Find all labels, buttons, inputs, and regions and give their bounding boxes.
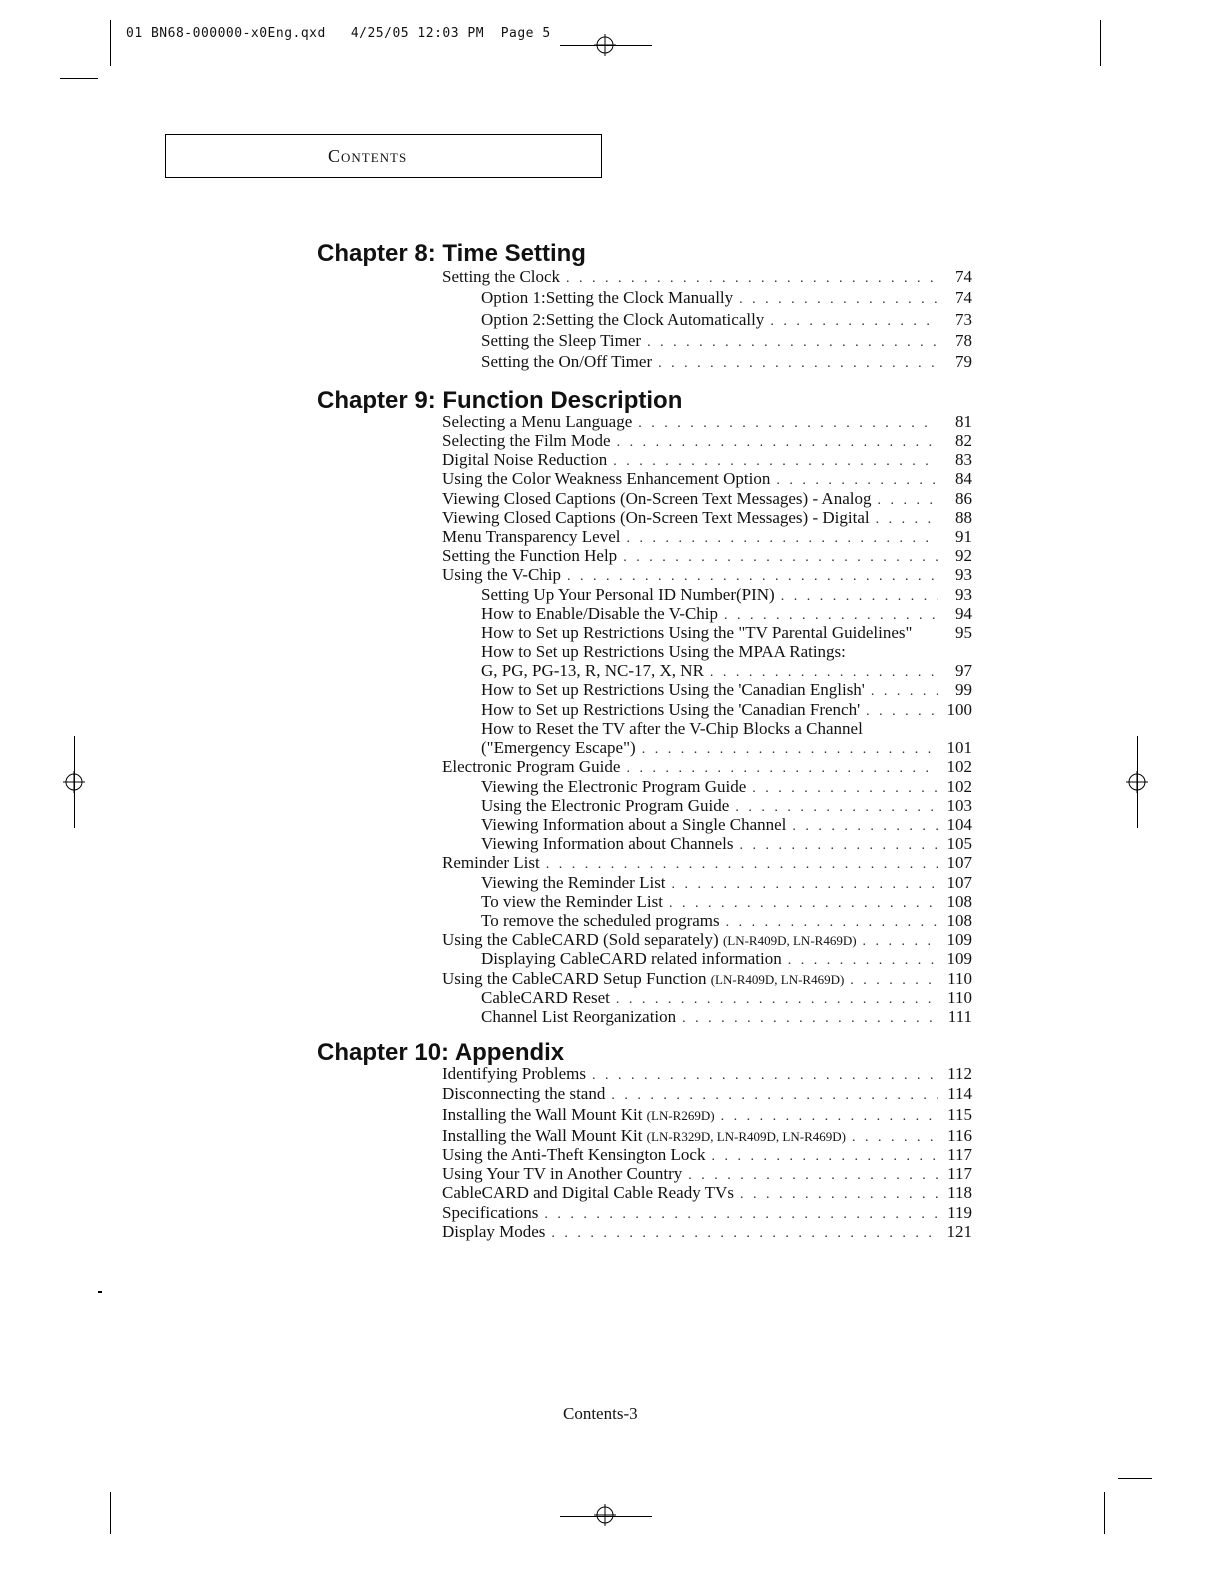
toc-entry[interactable]: Menu Transparency Level . . . 91 — [442, 527, 972, 547]
toc-entry[interactable]: Digital Noise Reduction . . . 83 — [442, 450, 972, 470]
toc-entry[interactable]: Display Modes . . . 121 — [442, 1222, 972, 1242]
registration-target-icon — [594, 34, 616, 56]
toc-entry[interactable]: Using the CableCARD (Sold separately) (LN-R409D, LN-R469D) . . . 109 — [442, 930, 972, 950]
toc-entry[interactable]: How to Reset the TV after the V-Chip Blocks a Channel — [481, 719, 863, 738]
toc-entry[interactable]: How to Set up Restrictions Using the 'Canadian English' . . . 99 — [481, 680, 972, 700]
toc-entry[interactable]: Using the Color Weakness Enhancement Option . . . 84 — [442, 469, 972, 489]
toc-entry[interactable]: CableCARD Reset . . . 110 — [481, 988, 972, 1008]
toc-entry[interactable]: Disconnecting the stand . . . 114 — [442, 1084, 972, 1104]
toc-entry[interactable]: Viewing Information about a Single Channel . . . 104 — [481, 815, 972, 835]
crop-mark-bottom-left-vertical — [110, 1492, 111, 1534]
toc-entry[interactable]: Viewing Closed Captions (On-Screen Text Messages) - Digital . . . 88 — [442, 508, 972, 528]
toc-entry[interactable]: Viewing the Electronic Program Guide . . . 102 — [481, 777, 972, 797]
toc-entry[interactable]: Using the V-Chip . . . 93 — [442, 565, 972, 585]
registration-target-icon — [63, 771, 85, 793]
toc-entry[interactable]: How to Enable/Disable the V-Chip . . . 94 — [481, 604, 972, 624]
print-slug: 01 BN68-000000-x0Eng.qxd 4/25/05 12:03 PM Page 5 — [126, 26, 551, 41]
toc-entry[interactable]: Using the Electronic Program Guide . . . 103 — [481, 796, 972, 816]
crop-mark-top-right-vertical — [1100, 20, 1101, 66]
toc-entry[interactable]: Installing the Wall Mount Kit (LN-R329D, LN-R409D, LN-R469D) . . . 116 — [442, 1126, 972, 1146]
registration-target-icon — [1126, 771, 1148, 793]
toc-entry[interactable]: ("Emergency Escape") . . . 101 — [481, 738, 972, 758]
toc-entry[interactable]: G, PG, PG-13, R, NC-17, X, NR . . . 97 — [481, 661, 972, 681]
toc-entry[interactable]: Displaying CableCARD related information . . . 109 — [481, 949, 972, 969]
registration-target-icon — [594, 1504, 616, 1526]
toc-entry[interactable]: Setting the Sleep Timer . . . 78 — [481, 331, 972, 351]
toc-entry[interactable]: Viewing Information about Channels . . . 105 — [481, 834, 972, 854]
toc-entry[interactable]: Reminder List . . . 107 — [442, 853, 972, 873]
crop-mark-top-left-vertical — [110, 20, 111, 66]
crop-mark-bottom-right-horizontal — [1118, 1478, 1152, 1479]
contents-header-box — [165, 134, 602, 178]
toc-entry[interactable]: To view the Reminder List . . . 108 — [481, 892, 972, 912]
toc-entry[interactable]: Viewing the Reminder List . . . 107 — [481, 873, 972, 893]
toc-entry[interactable]: Using the CableCARD Setup Function (LN-R409D, LN-R469D) . . . 110 — [442, 969, 972, 989]
crop-mark-bottom-right-vertical — [1104, 1492, 1105, 1534]
toc-entry[interactable]: Selecting a Menu Language . . . 81 — [442, 412, 972, 432]
toc-entry[interactable]: Option 2:Setting the Clock Automatically . . . 73 — [481, 310, 972, 330]
toc-entry[interactable]: Option 1:Setting the Clock Manually . . . 74 — [481, 288, 972, 308]
toc-entry[interactable]: How to Set up Restrictions Using the MPAA Ratings: — [481, 642, 846, 661]
toc-entry[interactable]: Identifying Problems . . . 112 — [442, 1064, 972, 1084]
toc-entry[interactable]: Setting the Function Help . . . 92 — [442, 546, 972, 566]
toc-entry[interactable]: CableCARD and Digital Cable Ready TVs . . . 118 — [442, 1183, 972, 1203]
toc-entry[interactable]: How to Set up Restrictions Using the 'Canadian French' . . . 100 — [481, 700, 972, 720]
toc-entry[interactable]: To remove the scheduled programs . . . 108 — [481, 911, 972, 931]
crop-mark-top-left-horizontal — [60, 78, 98, 79]
chapter-10-title: Chapter 10: Appendix — [317, 1039, 565, 1066]
toc-entry[interactable]: Channel List Reorganization . . . 111 — [481, 1007, 972, 1027]
toc-entry[interactable]: Setting the On/Off Timer . . . 79 — [481, 352, 972, 372]
page-number-footer: Contents-3 — [563, 1404, 638, 1423]
toc-entry[interactable]: Installing the Wall Mount Kit (LN-R269D) . . . 115 — [442, 1105, 972, 1125]
toc-entry[interactable]: Using the Anti-Theft Kensington Lock . . . 117 — [442, 1145, 972, 1165]
toc-entry[interactable]: Using Your TV in Another Country . . . 117 — [442, 1164, 972, 1184]
toc-entry[interactable]: Setting the Clock . . . 74 — [442, 267, 972, 287]
chapter-9-title: Chapter 9: Function Description — [317, 387, 683, 414]
stray-mark — [98, 1291, 102, 1293]
toc-entry[interactable]: Specifications . . . 119 — [442, 1203, 972, 1223]
toc-entry[interactable]: How to Set up Restrictions Using the "TV Parental Guidelines" 95 — [481, 623, 972, 642]
toc-entry[interactable]: Viewing Closed Captions (On-Screen Text Messages) - Analog . . . 86 — [442, 489, 972, 509]
page-title: Contents — [328, 146, 408, 166]
toc-entry[interactable]: Setting Up Your Personal ID Number(PIN) . . . 93 — [481, 585, 972, 605]
toc-entry[interactable]: Selecting the Film Mode . . . 82 — [442, 431, 972, 451]
toc-entry[interactable]: Electronic Program Guide . . . 102 — [442, 757, 972, 777]
chapter-8-title: Chapter 8: Time Setting — [317, 240, 586, 267]
